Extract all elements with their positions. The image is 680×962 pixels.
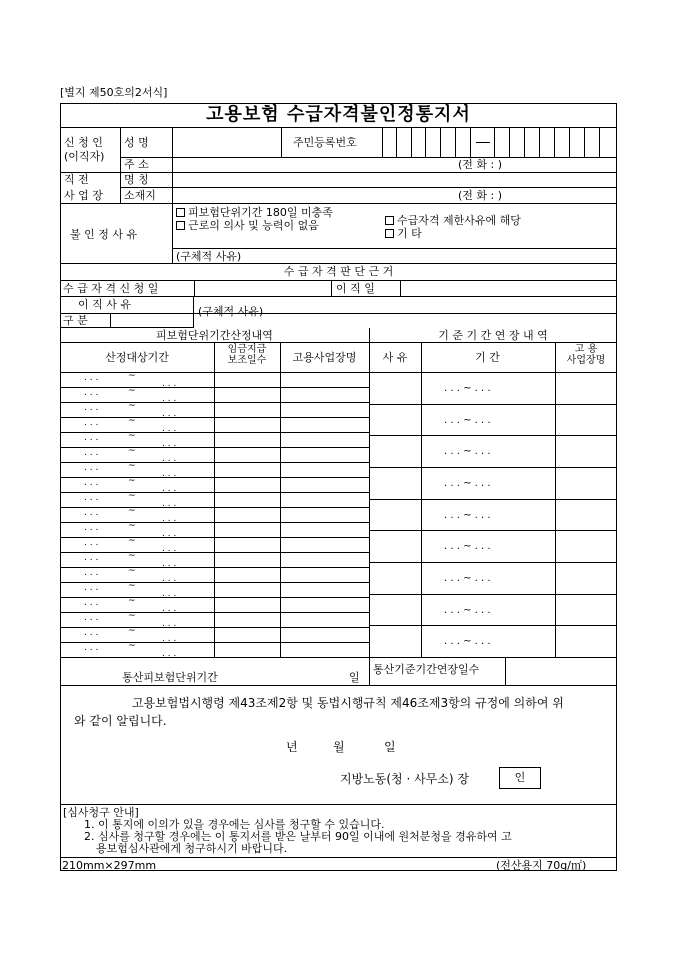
tilde-mark: ~	[128, 596, 136, 606]
rejection-detail-label: (구체적 사유)	[176, 250, 242, 263]
guide-item-1: 1. 이 통지에 이의가 있을 경우에는 심사를 청구할 수 있습니다.	[84, 818, 385, 831]
period-end-placeholder: . . .	[162, 649, 177, 659]
col-wage-days: 임금지급 보조일수	[227, 344, 267, 366]
rejection-option-4[interactable]: 기 타	[385, 227, 422, 240]
period-end-placeholder: . . .	[162, 529, 177, 539]
period-start-placeholder: . . .	[84, 433, 99, 443]
tilde-mark: ~	[128, 611, 136, 621]
extension-period-placeholder: . . . ~ . . .	[444, 573, 491, 584]
form-title: 고용보험 수급자격불인정통지서	[206, 104, 471, 125]
period-start-placeholder: . . .	[84, 523, 99, 533]
tilde-mark: ~	[128, 536, 136, 546]
workplace-phone: (전 화 : )	[458, 189, 503, 202]
period-end-placeholder: . . .	[162, 499, 177, 509]
location-label: 소재지	[124, 189, 156, 202]
tilde-mark: ~	[128, 641, 136, 651]
col-reason: 사 유	[382, 351, 408, 364]
period-end-placeholder: . . .	[162, 634, 177, 644]
period-start-placeholder: . . .	[84, 628, 99, 638]
company-label: 명 칭	[124, 173, 149, 186]
insured-period-heading: 피보험단위기간산정내역	[156, 329, 273, 342]
period-start-placeholder: . . .	[84, 598, 99, 608]
period-end-placeholder: . . .	[162, 484, 177, 494]
period-start-placeholder: . . .	[84, 538, 99, 548]
period-end-placeholder: . . .	[162, 454, 177, 464]
extension-period-placeholder: . . . ~ . . .	[444, 415, 491, 426]
period-end-placeholder: . . .	[162, 469, 177, 479]
total-period-label: 통산피보험단위기간	[122, 671, 218, 684]
notice-line-2: 와 같이 알립니다.	[74, 714, 167, 728]
tilde-mark: ~	[128, 476, 136, 486]
period-start-placeholder: . . .	[84, 478, 99, 488]
workplace-label: 직 전	[64, 173, 89, 186]
tilde-mark: ~	[128, 461, 136, 471]
tilde-mark: ~	[128, 401, 136, 411]
guide-title: [심사청구 안내]	[63, 806, 139, 819]
period-start-placeholder: . . .	[84, 508, 99, 518]
seal-stamp: 인	[499, 767, 541, 789]
applicant-sublabel: (이직자)	[64, 150, 105, 163]
checkbox-icon	[385, 229, 394, 238]
workplace-sublabel: 사 업 장	[64, 189, 103, 202]
tilde-mark: ~	[128, 416, 136, 426]
form-frame	[60, 103, 617, 871]
date-day: 일	[384, 740, 396, 754]
period-end-placeholder: . . .	[162, 574, 177, 584]
basis-detail-label: (구체적 사유)	[198, 305, 264, 318]
tilde-mark: ~	[128, 431, 136, 441]
extension-period-placeholder: . . . ~ . . .	[444, 446, 491, 457]
period-end-placeholder: . . .	[162, 439, 177, 449]
period-start-placeholder: . . .	[84, 448, 99, 458]
rrn-label: 주민등록번호	[293, 136, 357, 149]
extension-period-placeholder: . . . ~ . . .	[444, 636, 491, 647]
rejection-option-3[interactable]: 수급자격 제한사유에 해당	[385, 214, 521, 227]
extension-period-placeholder: . . . ~ . . .	[444, 478, 491, 489]
period-start-placeholder: . . .	[84, 613, 99, 623]
rejection-label: 불 인 정 사 유	[70, 228, 138, 241]
tilde-mark: ~	[128, 581, 136, 591]
extension-period-placeholder: . . . ~ . . .	[444, 541, 491, 552]
leave-reason-label: 이 직 사 유	[78, 298, 131, 311]
period-start-placeholder: . . .	[84, 568, 99, 578]
period-start-placeholder: . . .	[84, 463, 99, 473]
period-end-placeholder: . . .	[162, 604, 177, 614]
period-end-placeholder: . . .	[162, 424, 177, 434]
period-end-placeholder: . . .	[162, 589, 177, 599]
tilde-mark: ~	[128, 521, 136, 531]
total-day-unit: 일	[349, 671, 360, 684]
period-start-placeholder: . . .	[84, 373, 99, 383]
tilde-mark: ~	[128, 491, 136, 501]
extension-period-placeholder: . . . ~ . . .	[444, 605, 491, 616]
notice-line-1: 고용보험법시행령 제43조제2항 및 동법시행규칙 제46조제3항의 규정에 의하여 위	[132, 696, 564, 710]
checkbox-icon	[385, 216, 394, 225]
period-end-placeholder: . . .	[162, 514, 177, 524]
rejection-option-1[interactable]: 피보험단위기간 180일 미충족	[176, 206, 333, 219]
form-reference: [별지 제50호의2서식]	[60, 86, 168, 99]
tilde-mark: ~	[128, 371, 136, 381]
paper-size: 210mm×297mm	[62, 859, 157, 872]
tilde-mark: ~	[128, 446, 136, 456]
tilde-mark: ~	[128, 626, 136, 636]
tilde-mark: ~	[128, 506, 136, 516]
ext-total-label: 통산기준기간연장일수	[373, 663, 480, 676]
apply-date-label: 수 급 자 격 신 청 일	[63, 282, 159, 295]
period-start-placeholder: . . .	[84, 493, 99, 503]
col-employer: 고용사업장명	[292, 351, 357, 364]
applicant-phone: (전 화 : )	[458, 158, 503, 171]
period-end-placeholder: . . .	[162, 409, 177, 419]
category-label: 구 분	[63, 314, 88, 327]
period-end-placeholder: . . .	[162, 379, 177, 389]
extension-period-placeholder: . . . ~ . . .	[444, 510, 491, 521]
period-start-placeholder: . . .	[84, 553, 99, 563]
guide-item-2: 2. 심사를 청구할 경우에는 이 통지서를 받은 날부터 90일 이내에 원처분청을 경유하여 고	[84, 830, 512, 843]
name-label: 성 명	[124, 136, 149, 149]
period-end-placeholder: . . .	[162, 544, 177, 554]
guide-item-2-cont: 용보험심사관에게 청구하시기 바랍니다.	[96, 842, 288, 855]
col-period: 산정대상기간	[105, 351, 169, 364]
tilde-mark: ~	[128, 566, 136, 576]
checkbox-icon	[176, 208, 185, 217]
extension-period-placeholder: . . . ~ . . .	[444, 383, 491, 394]
period-start-placeholder: . . .	[84, 388, 99, 398]
checkbox-icon	[176, 221, 185, 230]
issuer: 지방노동(청 · 사무소) 장	[340, 772, 469, 786]
extension-heading: 기 준 기 간 연 장 내 역	[438, 329, 548, 342]
period-start-placeholder: . . .	[84, 418, 99, 428]
applicant-label: 신 청 인	[64, 136, 103, 149]
period-start-placeholder: . . .	[84, 643, 99, 653]
period-end-placeholder: . . .	[162, 394, 177, 404]
col-duration: 기 간	[475, 351, 500, 364]
paper-spec: (전산용지 70g/㎡)	[496, 859, 587, 872]
period-start-placeholder: . . .	[84, 403, 99, 413]
leave-date-label: 이 직 일	[336, 282, 375, 295]
date-month: 월	[333, 740, 345, 754]
basis-heading: 수 급 자 격 판 단 근 거	[283, 265, 394, 278]
date-year: 년	[286, 740, 298, 754]
period-end-placeholder: . . .	[162, 559, 177, 569]
rejection-option-2[interactable]: 근로의 의사 및 능력이 없음	[176, 219, 319, 232]
col-employer2: 고 용 사업장명	[566, 344, 606, 366]
period-start-placeholder: . . .	[84, 583, 99, 593]
tilde-mark: ~	[128, 386, 136, 396]
address-label: 주 소	[124, 158, 149, 171]
period-end-placeholder: . . .	[162, 619, 177, 629]
tilde-mark: ~	[128, 551, 136, 561]
